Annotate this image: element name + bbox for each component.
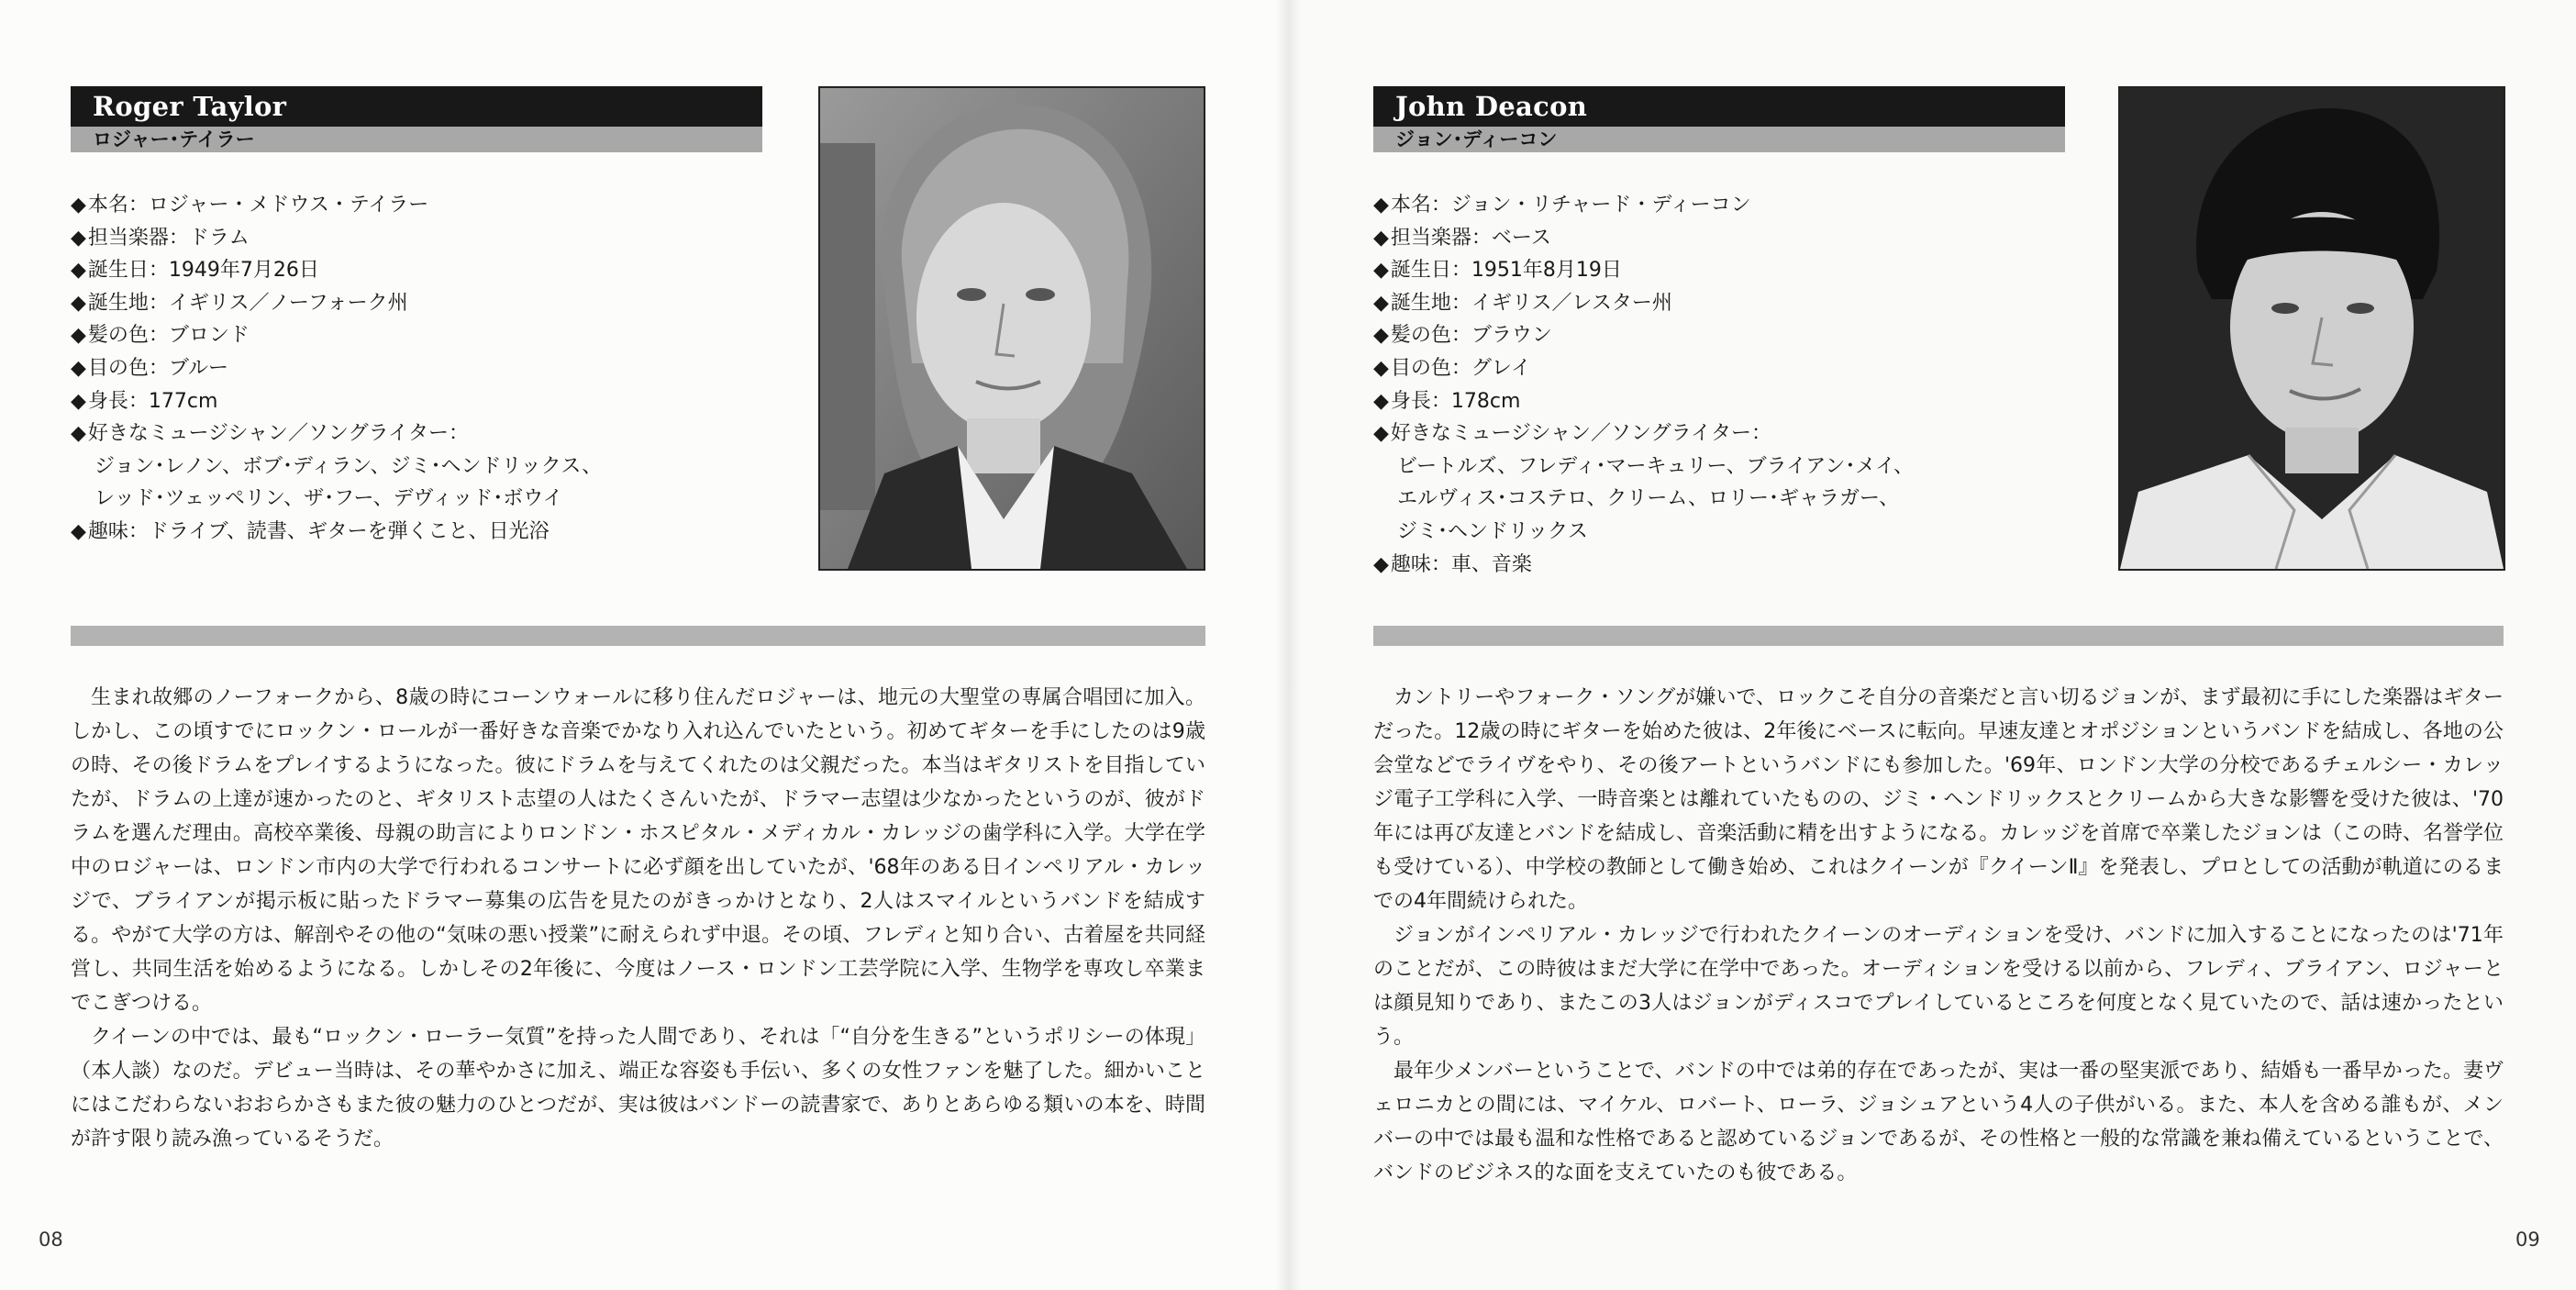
profile-item: ◆髪の色：ブラウン: [1373, 324, 1552, 348]
profile-continuation: ジミ･ヘンドリックス: [1397, 519, 1588, 543]
diamond-bullet-icon: ◆: [1373, 422, 1389, 446]
page-number: 08: [39, 1229, 63, 1251]
profile-continuation: エルヴィス･コステロ、クリーム、ロリー･ギャラガー、: [1397, 487, 1900, 511]
name-english: John Deacon: [1373, 86, 2065, 127]
profile-item: ◆本名：ジョン・リチャード・ディーコン: [1373, 194, 1751, 217]
profile-item: ◆誕生日：1951年8月19日: [1373, 259, 1622, 283]
diamond-bullet-icon: ◆: [1373, 356, 1389, 380]
biography-paragraph: カントリーやフォーク・ソングが嫌いで、ロックこそ自分の音楽だと言い切るジョンが、まず最初に手にした楽器はギターだった。12歳の時にギターを始めた彼は、2年後にベースに転向。早速友達とオポジションというバンドを結成し、各地の公会堂などでライヴをやり、その後アートというバンドにも参加した。'69年、ロンドン大学の分校であるチェルシー・カレッジ電子工学科に入学、一時音楽とは離れていたものの、ジミ・ヘンドリックスとクリームから大きな影響を受けた彼は、'70年には再び友達とバンドを結成し、音楽活動に精を出すようになる。カレッジを首席で卒業したジョンは（この時、名誉学位も受けている）、中学校の教師として働き始め、これはクイーンが『クイーンⅡ』を発表し、プロとしての活動が軌道にのるまでの4年間続けられた。: [1373, 686, 2504, 913]
profile-item: ◆担当楽器：ベース: [1373, 226, 1551, 250]
profile-continuation: レッド･ツェッペリン、ザ･フー、デヴィッド･ボウイ: [94, 487, 563, 511]
name-japanese: ロジャー･テイラー: [71, 127, 762, 152]
biography-text: [71, 681, 1205, 1156]
profile-item: ◆目の色：グレイ: [1373, 356, 1531, 380]
name-english: Roger Taylor: [71, 86, 762, 127]
diamond-bullet-icon: ◆: [71, 324, 86, 348]
diamond-bullet-icon: ◆: [71, 389, 86, 413]
profile-item: ◆誕生地：イギリス／レスター州: [1373, 291, 1672, 315]
profile-item: ◆目の色：ブルー: [71, 356, 229, 380]
profile-item: ◆好きなミュージシャン／ソングライター：: [1373, 422, 1771, 446]
profile-item: ◆誕生日：1949年7月26日: [71, 259, 319, 283]
diamond-bullet-icon: ◆: [71, 259, 86, 283]
biography-text: [1373, 681, 2504, 1190]
profile-list: [1373, 189, 1914, 581]
profile-item: ◆身長：178cm: [1373, 389, 1521, 413]
section-divider: [71, 626, 1205, 646]
profile-item: ◆趣味：車、音楽: [1373, 552, 1532, 576]
diamond-bullet-icon: ◆: [71, 519, 86, 543]
profile-continuation: ジョン･レノン、ボブ･ディラン、ジミ･ヘンドリックス、: [94, 454, 603, 478]
diamond-bullet-icon: ◆: [1373, 259, 1389, 283]
diamond-bullet-icon: ◆: [71, 422, 86, 446]
profile-item: ◆担当楽器：ドラム: [71, 226, 250, 250]
binding-gutter: [1275, 0, 1301, 1290]
biography-paragraph: 生まれ故郷のノーフォークから、8歳の時にコーンウォールに移り住んだロジャーは、地元の大聖堂の専属合唱団に加入。しかし、この頃すでにロックン・ロールが一番好きな音楽でかなり入れ込んでいたという。初めてギターを手にしたのは9歳の時、その後ドラムをプレイするようになった。彼にドラムを与えてくれたのは父親だった。本当はギタリストを目指していたが、ドラムの上達が速かったのと、ギタリスト志望の人はたくさんいたが、ドラマー志望は少なかったというのが、彼がドラムを選んだ理由。高校卒業後、母親の助言によりロンドン・ホスピタル・メディカル・カレッジの歯学科に入学。大学在学中のロジャーは、ロンドン市内の大学で行われるコンサートに必ず顔を出していたが、'68年のある日インペリアル・カレッジで、ブライアンが掲示板に貼ったドラマー募集の広告を見たのがきっかけとなり、2人はスマイルというバンドを結成する。やがて大学の方は、解剖やその他の“気味の悪い授業”に耐えられず中退。その頃、フレディと知り合い、古着屋を共同経営し、共同生活を始めるようになる。しかしその2年後に、今度はノース・ロンドン工芸学院に入学、生物学を専攻し卒業までこぎつける。: [71, 686, 1205, 1015]
portrait-image: [820, 88, 1204, 569]
biography-paragraph: クイーンの中では、最も“ロックン・ローラー気質”を持った人間であり、それは「“自分を生きる”というポリシーの体現」（本人談）なのだ。デビュー当時は、その華やかさに加え、端正な容姿も手伝い、多くの女性ファンを魅了した。細かいことにはこだわらないおおらかさもまた彼の魅力のひとつだが、実は彼はバンドーの読書家で、ありとあらゆる類いの本を、時間が許す限り読み漁っているそうだ。: [71, 1026, 1205, 1151]
profile-item: ◆本名：ロジャー・メドウス・テイラー: [71, 194, 429, 217]
diamond-bullet-icon: ◆: [1373, 194, 1389, 217]
profile-continuation: ビートルズ、フレディ･マーキュリー、ブライアン･メイ、: [1397, 454, 1914, 478]
page-right: [1288, 0, 2576, 1290]
diamond-bullet-icon: ◆: [1373, 552, 1389, 576]
profile-item: ◆身長：177cm: [71, 389, 218, 413]
biography-paragraph: ジョンがインペリアル・カレッジで行われたクイーンのオーディションを受け、バンドに加入することになったのは'71年のことだが、この時彼はまだ大学に在学中であった。オーディションを受ける以前から、フレディ、ブライアン、ロジャーとは顔見知りであり、またこの3人はジョンがディスコでプレイしているところを何度となく見ていたので、話は速かったという。: [1373, 924, 2504, 1049]
name-japanese: ジョン･ディーコン: [1373, 127, 2065, 152]
diamond-bullet-icon: ◆: [71, 194, 86, 217]
name-header-john: [1373, 86, 2065, 152]
page-number: 09: [2515, 1229, 2540, 1251]
name-header-roger: [71, 86, 762, 152]
profile-item: ◆誕生地：イギリス／ノーフォーク州: [71, 291, 408, 315]
portrait-image: [2120, 88, 2504, 569]
diamond-bullet-icon: ◆: [1373, 226, 1389, 250]
profile-list: [71, 189, 602, 549]
portrait-photo-roger: [818, 86, 1205, 571]
biography-paragraph: 最年少メンバーということで、バンドの中では弟的存在であったが、実は一番の堅実派であり、結婚も一番早かった。妻ヴェロニカとの間には、マイケル、ロバート、ローラ、ジョシュアという4人の子供がいる。また、本人を含める誰もが、メンバーの中では最も温和な性格であると認めているジョンであるが、その性格と一般的な常識を兼ね備えているということで、バンドのビジネス的な面を支えていたのも彼である。: [1373, 1060, 2504, 1184]
profile-item: ◆髪の色：ブロンド: [71, 324, 250, 348]
diamond-bullet-icon: ◆: [1373, 389, 1389, 413]
diamond-bullet-icon: ◆: [71, 226, 86, 250]
portrait-photo-john: [2118, 86, 2505, 571]
profile-item: ◆趣味：ドライブ、読書、ギターを弾くこと、日光浴: [71, 519, 550, 543]
diamond-bullet-icon: ◆: [1373, 291, 1389, 315]
profile-item: ◆好きなミュージシャン／ソングライター：: [71, 422, 469, 446]
diamond-bullet-icon: ◆: [71, 291, 86, 315]
diamond-bullet-icon: ◆: [71, 356, 86, 380]
diamond-bullet-icon: ◆: [1373, 324, 1389, 348]
section-divider: [1373, 626, 2504, 646]
